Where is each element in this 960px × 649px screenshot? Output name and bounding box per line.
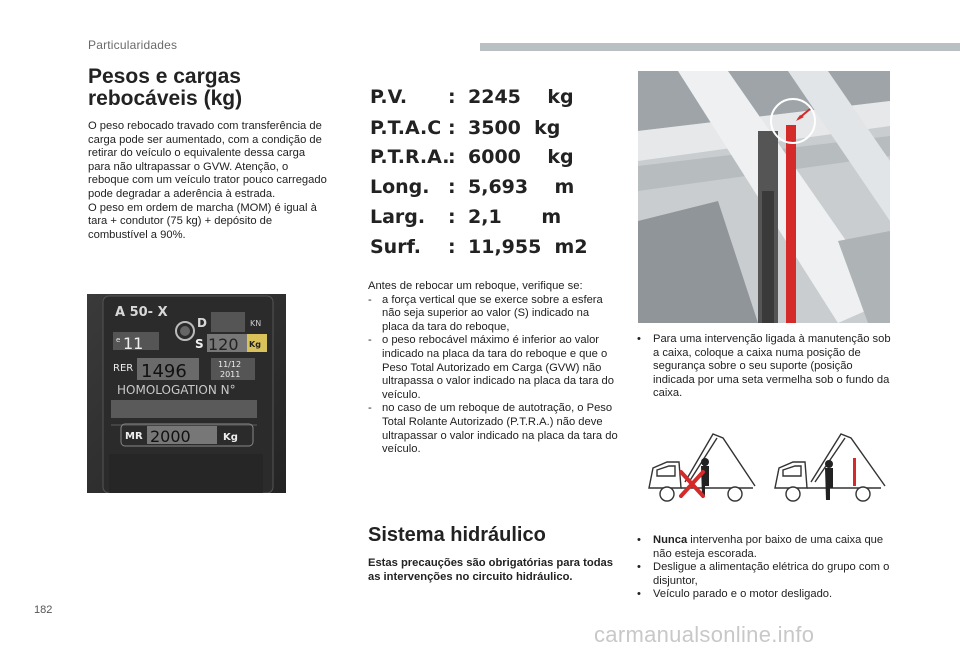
bullet-marker: •	[637, 534, 641, 546]
plate-mr-unit: Kg	[223, 432, 238, 443]
dash-marker: -	[368, 402, 372, 415]
plate-mr-value: 2000	[150, 427, 191, 446]
dash-marker: -	[368, 334, 372, 347]
spec-colon: :	[448, 176, 456, 198]
spec-colon: :	[448, 117, 456, 139]
spec-label: Larg.	[370, 206, 426, 228]
manufacturer-plate-image	[87, 294, 286, 493]
list-item	[637, 561, 895, 588]
list-item-text: intervenha por baixo de uma caixa que não esteja escorada.	[653, 534, 884, 560]
spec-value: 5,693 m	[468, 176, 575, 198]
list-item	[637, 333, 895, 401]
spec-value: 2,1 m	[468, 206, 562, 228]
plate-homologation: HOMOLOGATION N°	[117, 383, 236, 397]
spec-colon: :	[448, 236, 456, 258]
plate-date-line1: 11/12	[218, 360, 242, 369]
plate-mr: MR	[125, 431, 143, 442]
tipper-support-graphic	[638, 71, 890, 323]
list-item-text: o peso rebocável máximo é inferior ao valor indicado na placa da tara do reboque e que o Peso Total Autorizado em Carga (GVW) não ultrapassa o valor indicado na placa da tara do veículo.	[382, 334, 614, 401]
section-title-weights: Pesos e cargas rebocáveis (kg)	[88, 65, 243, 110]
spec-value: 11,955 m2	[468, 236, 588, 258]
plate-date-line2: 2011	[220, 370, 241, 379]
dash-marker: -	[368, 293, 372, 306]
spec-value: 3500 kg	[468, 117, 561, 139]
page-number: 182	[34, 604, 53, 616]
plate-kn: KN	[250, 319, 262, 328]
tipper-trucks-illustration	[645, 430, 890, 518]
manufacturer-plate-graphic	[87, 294, 286, 493]
list-item-text: Desligue a alimentação elétrica do grupo com o disjuntor,	[653, 561, 890, 587]
spec-label: P.T.A.C	[370, 117, 442, 139]
towing-checks	[368, 280, 618, 457]
plate-rer-value: 1496	[141, 361, 187, 382]
spec-label: Surf.	[370, 236, 422, 258]
weights-paragraph	[88, 120, 330, 242]
plate-rer: RER	[113, 363, 134, 374]
spec-label: Long.	[370, 176, 430, 198]
maintenance-note	[637, 333, 895, 401]
spec-colon: :	[448, 146, 456, 168]
plate-s-value: 120	[208, 335, 239, 354]
watermark: carmanualsonline.info	[594, 622, 815, 647]
list-item	[368, 402, 618, 456]
list-item-text: a força vertical que se exerce sobre a esfera não seja superior ao valor (S) indicado na placa da tara do reboque,	[382, 293, 603, 333]
bullet-marker: •	[637, 333, 641, 345]
spec-colon: :	[448, 86, 456, 108]
list-item-bold: Nunca	[653, 534, 688, 546]
list-item	[637, 588, 895, 602]
spec-value: 2245 kg	[468, 86, 574, 108]
section-title-hydraulic: Sistema hidráulico	[368, 524, 546, 546]
section-label: Particularidades	[88, 38, 178, 52]
weights-paragraph-1: O peso rebocado travado com transferência de carga pode ser aumentado, com a condição de retirar do veículo o equivalente dessa carga para não ultrapassar o GVW. Atenção, o reboque com um veículo trator pouco carregado pode degradar a aderência à estrada.	[88, 120, 327, 200]
plate-e-value: 11	[123, 334, 144, 353]
weights-paragraph-2: O peso em ordem de marcha (MOM) é igual à tara + condutor (75 kg) + depósito de combustível a 90%.	[88, 201, 317, 241]
spec-colon: :	[448, 206, 456, 228]
hydraulic-subtitle: Estas precauções são obrigatórias para todas as intervenções no circuito hidráulico.	[368, 557, 613, 583]
list-item-text: Para uma intervenção ligada à manutenção sob a caixa, coloque a caixa numa posição de segurança sobre o seu suporte (posição indicada por uma seta vermelha sob o fundo da caixa.	[653, 333, 891, 400]
plate-e: e	[116, 336, 121, 344]
hydraulic-precautions	[637, 534, 895, 602]
plate-code: A 50- X	[115, 305, 168, 320]
spec-value: 6000 kg	[468, 146, 574, 168]
bullet-marker: •	[637, 588, 641, 601]
spec-label: P.V.	[370, 86, 408, 108]
list-item-text: Veículo parado e o motor desligado.	[653, 588, 833, 601]
towing-intro: Antes de rebocar um reboque, verifique se:	[368, 280, 583, 292]
tipper-trucks-graphic	[645, 430, 890, 518]
plate-s-unit: Kg	[249, 340, 261, 349]
plate-s: S	[195, 337, 204, 351]
spec-label: P.T.R.A.	[370, 146, 450, 168]
tipper-support-photo	[638, 71, 890, 323]
list-item-text: no caso de um reboque de autotração, o Peso Total Rolante Autorizado (P.T.R.A.) não deve ultrapassar o valor indicado na placa da tara do veículo.	[382, 402, 618, 456]
header-bar	[480, 43, 960, 51]
list-item	[368, 294, 618, 335]
plate-d: D	[197, 316, 207, 330]
list-item	[368, 334, 618, 402]
list-item	[637, 534, 895, 561]
bullet-marker: •	[637, 561, 641, 574]
